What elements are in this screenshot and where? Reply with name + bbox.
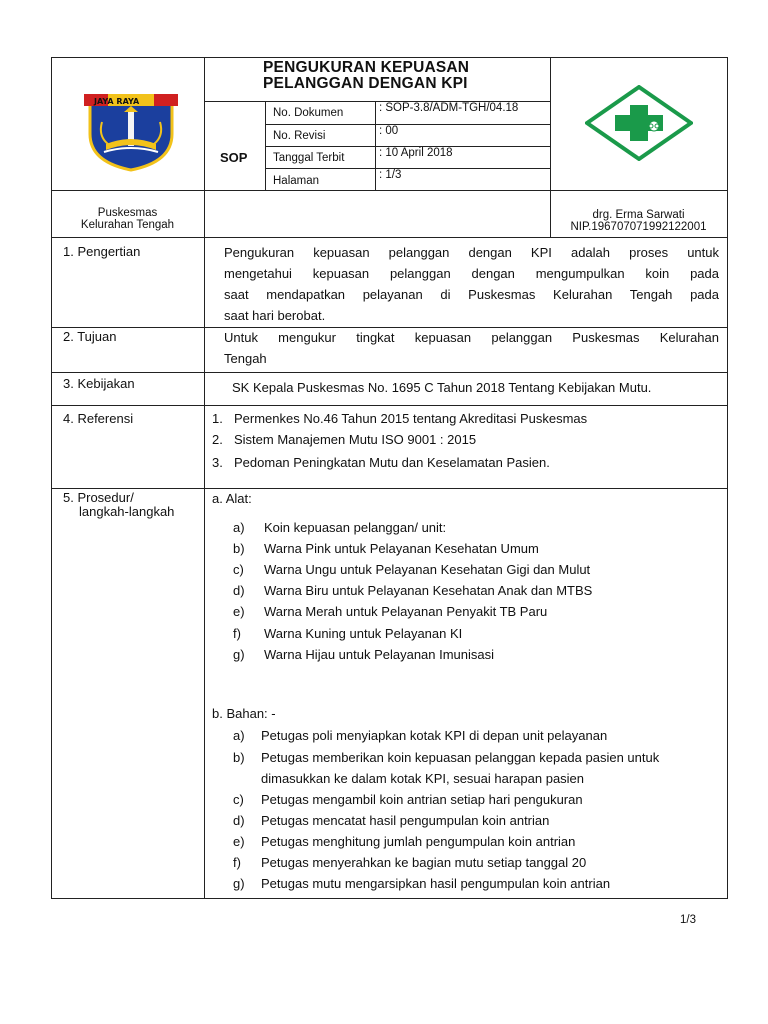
tujuan-text (224, 327, 719, 369)
tujuan-line-1: Untuk mengukur tingkat kepuasan pelanggan Puskesmas Kelurahan (224, 330, 719, 345)
field-value-no-dokumen: : SOP-3.8/ADM-TGH/04.18 (379, 102, 519, 114)
list-text: Petugas menghitung jumlah pengumpulan koin antrian (261, 834, 576, 849)
list-marker: f) (233, 855, 241, 870)
list-text: Warna Merah untuk Pelayanan Penyakit TB Paru (264, 604, 548, 619)
kebijakan-text: SK Kepala Puskesmas No. 1695 C Tahun 2018 Tentang Kebijakan Mutu. (232, 380, 652, 395)
list-marker: a) (233, 728, 245, 743)
list-marker: a) (233, 520, 245, 535)
puskesmas-logo (585, 85, 693, 161)
list-marker: e) (233, 604, 245, 619)
list-marker: d) (233, 813, 245, 828)
section-label-referensi: 4. Referensi (63, 411, 134, 426)
field-value-no-revisi: : 00 (379, 125, 399, 137)
list-text: Warna Ungu untuk Pelayanan Kesehatan Gigi dan Mulut (264, 562, 591, 577)
section-label-prosedur-line-2: langkah-langkah (79, 504, 175, 519)
sop-label: SOP (220, 150, 248, 165)
list-text: Petugas memberikan koin kepuasan pelanggan kepada pasien untuk (261, 750, 660, 765)
section-label-pengertian: 1. Pengertian (63, 244, 141, 259)
tujuan-line-2: Tengah (224, 351, 267, 366)
list-text: Warna Pink untuk Pelayanan Kesehatan Umum (264, 541, 539, 556)
field-label-no-revisi: No. Revisi (273, 130, 326, 142)
list-text: Petugas mencatat hasil pengumpulan koin antrian (261, 813, 550, 828)
list-number: 3. (212, 455, 223, 470)
list-marker: b) (233, 541, 245, 556)
page-number: 1/3 (680, 914, 696, 926)
document-title-line-2: PELANGGAN DENGAN KPI (263, 75, 468, 92)
list-text: Permenkes No.46 Tahun 2015 tentang Akreditasi Puskesmas (234, 411, 588, 426)
list-marker: d) (233, 583, 245, 598)
list-text: Petugas mutu mengarsipkan hasil pengumpulan koin antrian (261, 876, 611, 891)
field-value-tanggal-terbit: : 10 April 2018 (379, 147, 453, 159)
list-marker: f) (233, 626, 241, 641)
list-number: 1. (212, 411, 223, 426)
field-label-tanggal-terbit: Tanggal Terbit (273, 152, 345, 164)
list-number: 2. (212, 432, 223, 447)
list-text: dimasukkan ke dalam kotak KPI, sesuai harapan pasien (261, 771, 585, 786)
section-label-kebijakan: 3. Kebijakan (63, 376, 135, 391)
list-text: Petugas mengambil koin antrian setiap hari pengukuran (261, 792, 583, 807)
pengertian-line-4: saat hari berobat. (224, 308, 326, 323)
signer-nip: NIP.196707071992122001 (570, 221, 707, 233)
list-text: Warna Biru untuk Pelayanan Kesehatan Anak dan MTBS (264, 583, 593, 598)
list-marker: b) (233, 750, 245, 765)
list-marker: g) (233, 876, 245, 891)
list-text: Sistem Manajemen Mutu ISO 9001 : 2015 (234, 432, 477, 447)
list-text: Petugas menyerahkan ke bagian mutu setiap tanggal 20 (261, 855, 587, 870)
list-text: Pedoman Peningkatan Mutu dan Keselamatan Pasien. (234, 455, 550, 470)
bahan-title: b. Bahan: - (212, 706, 276, 721)
list-text: Warna Hijau untuk Pelayanan Imunisasi (264, 647, 495, 662)
field-value-halaman: : 1/3 (379, 169, 402, 181)
list-marker: c) (233, 562, 244, 577)
list-text: Warna Kuning untuk Pelayanan KI (264, 626, 463, 641)
pengertian-line-1: Pengukuran kepuasan pelanggan dengan KPI adalah proses untuk (224, 245, 719, 260)
list-marker: e) (233, 834, 245, 849)
pengertian-line-3: saat mendapatkan pelayanan di Puskesmas Kelurahan Tengah pada (224, 287, 719, 302)
pengertian-text (224, 242, 719, 326)
list-marker: c) (233, 792, 244, 807)
signer-name: drg. Erma Sarwati (592, 209, 685, 221)
section-label-prosedur-line-1: 5. Prosedur/ (63, 490, 134, 505)
jakarta-emblem-logo (84, 92, 178, 172)
org-name-line-2: Kelurahan Tengah (80, 219, 175, 231)
document-title-line-1: PENGUKURAN KEPUASAN (263, 59, 470, 76)
list-text: Koin kepuasan pelanggan/ unit: (264, 520, 447, 535)
list-text: Petugas poli menyiapkan kotak KPI di depan unit pelayanan (261, 728, 608, 743)
alat-title: a. Alat: (212, 491, 252, 506)
list-marker: g) (233, 647, 245, 662)
logo-motto-text: JAYA RAYA (94, 97, 140, 106)
section-label-tujuan: 2. Tujuan (63, 329, 117, 344)
pengertian-line-2: mengetahui kepuasan pelanggan dengan mengumpulkan koin pada (224, 266, 719, 281)
field-label-halaman: Halaman (273, 175, 320, 187)
org-name-line-1: Puskesmas (97, 207, 158, 219)
field-label-no-dokumen: No. Dokumen (273, 107, 344, 119)
